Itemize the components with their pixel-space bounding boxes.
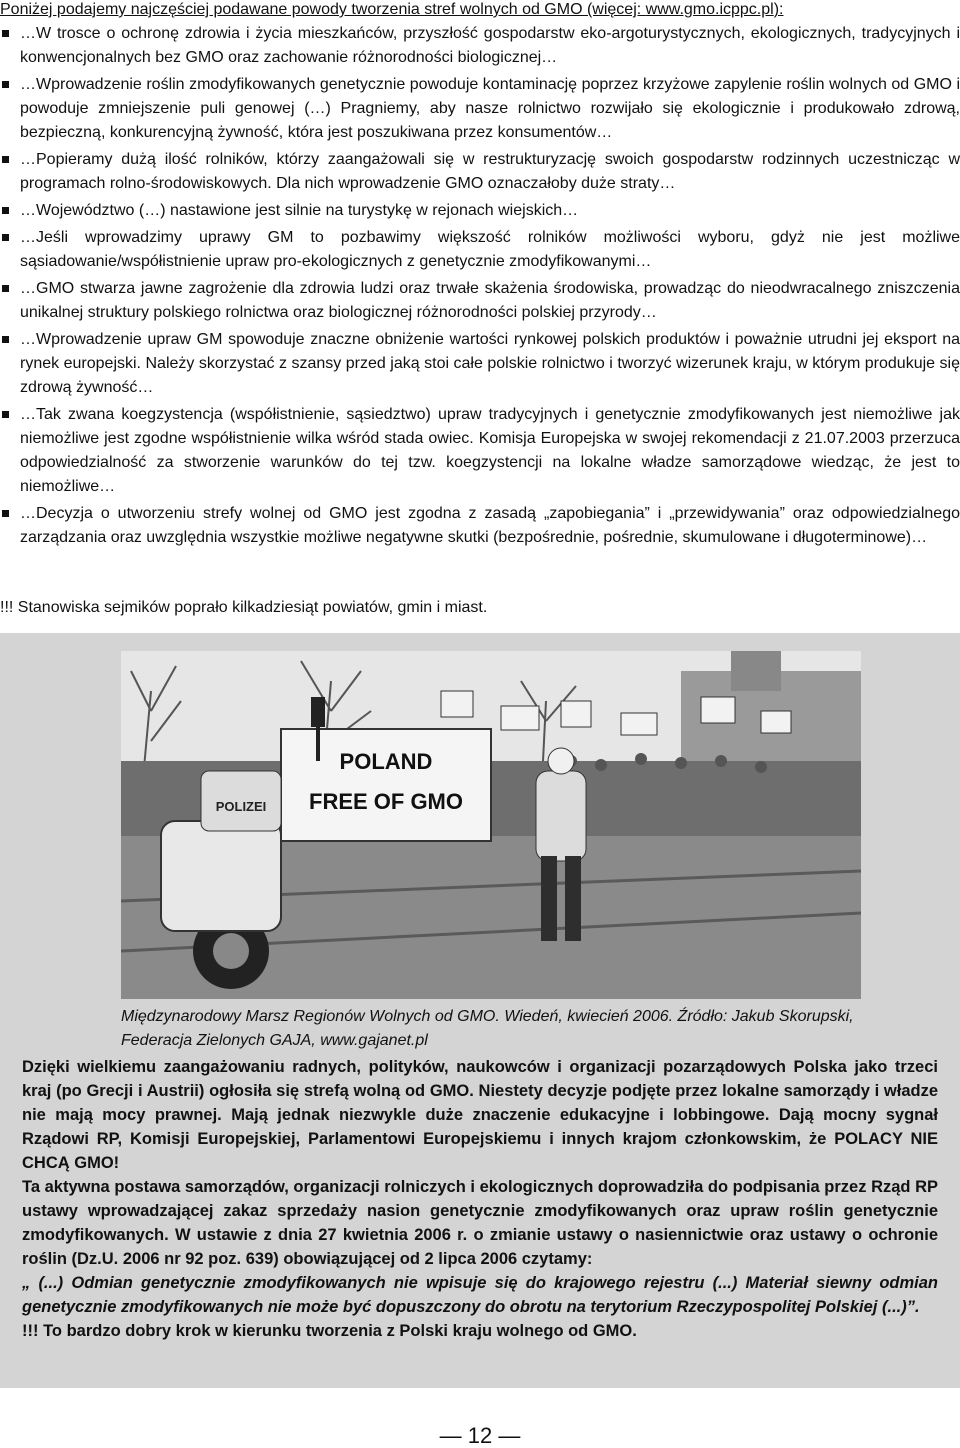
banner-line1: POLAND [339, 749, 433, 774]
reason-item: …GMO stwarza jawne zagrożenie dla zdrowia ludzi oraz trwałe skażenia środowiska, prowadząc do nieodwracalnego zniszczenia unikalnej struktury polskiego rolnictwa oraz biologicznej różnorodności polskiej przyrody… [0, 277, 960, 325]
march-photo [121, 651, 861, 999]
intro-line [0, 0, 960, 20]
reason-item: …Wprowadzenie roślin zmodyfikowanych genetycznie powoduje kontaminację poprzez krzyżowe zapylenie roślin wolnych od GMO i powoduje zmniejszenie puli genowej (…) Pragniemy, aby nasze rolnictwo rozwijało się ekologicznie i produkowało zdrową, bezpieczną, konkurencyjną żywność, która jest poszukiwana przez konsumentów… [0, 73, 960, 145]
reason-item: …Popieramy dużą ilość rolników, którzy zaangażowali się w restrukturyzację swoich gospodarstw rodzinnych uczestnicząc w programach rolno-środowiskowych. Dla nich wprowadzenie GMO oznaczałoby duże straty… [0, 148, 960, 196]
reason-item: …Województwo (…) nastawione jest silnie na turystykę w rejonach wiejskich… [0, 199, 960, 223]
reasons-list [0, 22, 960, 553]
intro-prefix: Poniżej podajemy najczęściej podawane powody tworzenia stref wolnych od GMO (więcej: [0, 1, 646, 18]
banner-line2: FREE OF GMO [309, 789, 463, 814]
reason-item: …Decyzja o utworzeniu strefy wolnej od GMO jest zgodna z zasadą „zapobiegania” i „przewidywania” oraz odpowiedzialnego zarządzania oraz uwzględnia wszystkie możliwe negatywne skutki (bezpośrednie, pośrednie, skumulowane i długoterminowe)… [0, 502, 960, 550]
law-quote: „ (...) Odmian genetycznie zmodyfikowanych nie wpisuje się do krajowego rejestru (...) Materiał siewny odmian genetycznie zmodyfikowanych nie może być dopuszczony do obrotu na terytorium Rzeczypospolitej Polskiej (...)”. [22, 1274, 938, 1316]
reason-item: …Tak zwana koegzystencja (współistnienie, sąsiedztwo) upraw tradycyjnych i genetycznie zmodyfikowanych jest niemożliwe jak niemożliwe jest zgodne współistnienie wilka wśród stada owiec. Komisja Europejska w swojej rekomendacji z 21.07.2003 przerzuca odpowiedzialność za stworzenie warunków do tej tzw. koegzystencji na lokalne władze samorządowe wiedząc, że jest to niemożliwe… [0, 403, 960, 499]
reason-item: …Wprowadzenie upraw GM spowoduje znaczne obniżenie wartości rynkowej polskich produktów i poważnie utrudni jej eksport na rynek europejski. Należy skorzystać z szansy przed jaką stoi całe polskie rolnictwo i tworzyć wizerunek kraju, w którym produkuje się zdrową żywność… [0, 328, 960, 400]
statement-conclusion: !!! To bardzo dobry krok w kierunku tworzenia z Polski kraju wolnego od GMO. [22, 1322, 637, 1340]
statement-paragraph: Ta aktywna postawa samorządów, organizacji rolniczych i ekologicznych doprowadziła do podpisania przez Rząd RP ustawy wprowadzającej zakaz sprzedaży nasion genetycznie zmodyfikowanych oraz upraw roślin genetycznie zmodyfikowanych. W ustawie z dnia 27 kwietnia 2006 r. o zmianie ustawy o nasiennictwie oraz ustawy o ochronie roślin (Dz.U. 2006 nr 92 poz. 639) obowiązującej od 2 lipca 2006 czytamy: [22, 1178, 938, 1268]
intro-link[interactable]: www.gmo.icppc.pl [645, 1, 774, 18]
intro-suffix: ): [773, 1, 784, 18]
police-label: POLIZEI [215, 799, 267, 814]
reason-item: …Jeśli wprowadzimy uprawy GM to pozbawimy większość rolników możliwości wyboru, gdyż nie jest możliwe sąsiadowanie/współistnienie upraw pro-ekologicznych z genetycznie zmodyfikowanymi… [0, 226, 960, 274]
statement-paragraph: Dzięki wielkiemu zaangażowaniu radnych, polityków, naukowców i organizacji pozarządowych Polska jako trzeci kraj (po Grecji i Austrii) ogłosiła się strefą wolną od GMO. Niestety decyzje podjęte przez lokalne samorządy i władze nie mają mocy prawnej. Mają jednak niezwykle duże znaczenie edukacyjne i lobbingowe. Dają mocny sygnał Rządowi RP, Komisji Europejskiej, Parlamentowi Europejskiemu i innych krajom członkowskim, że POLACY NIE CHCĄ GMO! [22, 1058, 938, 1172]
photo-caption: Międzynarodowy Marsz Regionów Wolnych od GMO. Wiedeń, kwiecień 2006. Źródło: Jakub Skorupski, Federacja Zielonych GAJA, www.gajanet.pl [121, 1008, 854, 1049]
reason-item: …W trosce o ochronę zdrowia i życia mieszkańców, przyszłość gospodarstw eko-argoturystycznych, ekologicznych, tradycyjnych i konwencjonalnych bez GMO oraz zachowanie różnorodności biologicznej… [0, 22, 960, 70]
closing-note: !!! Stanowiska sejmików poprało kilkadziesiąt powiatów, gmin i miast. [0, 599, 488, 616]
photo-illustration [121, 651, 861, 999]
statement-block [22, 1055, 938, 1343]
page-number: — 12 — [439, 1423, 521, 1448]
